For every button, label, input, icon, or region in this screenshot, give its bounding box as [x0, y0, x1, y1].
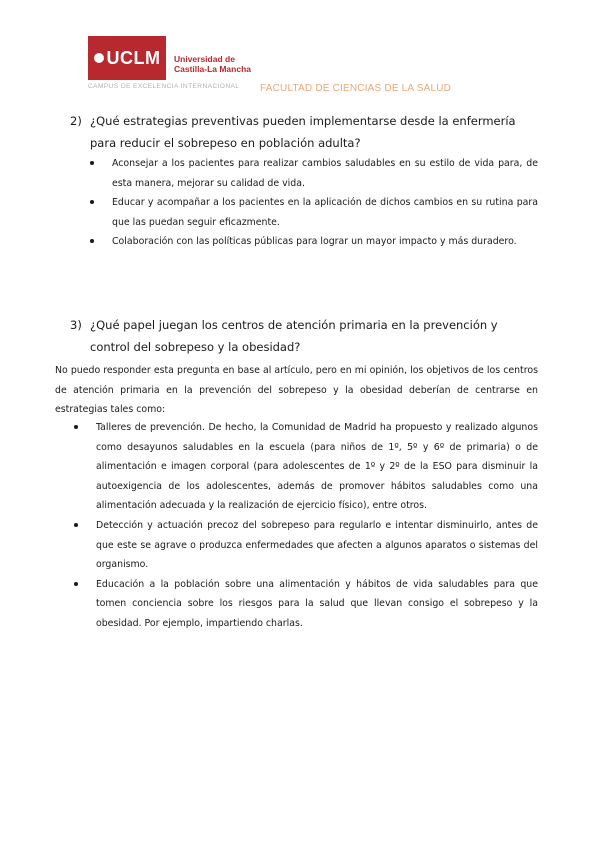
list-item: Colaboración con las políticas públicas para lograr un mayor impacto y más duradero. — [86, 232, 538, 252]
question-text: ¿Qué papel juegan los centros de atención primaria en la prevención y control del sobrepeso y la obesidad? — [90, 318, 498, 354]
list-item: Educar y acompañar a los pacientes en la aplicación de dichos cambios en su rutina para que las puedan seguir eficazmente. — [86, 193, 538, 232]
list-item: Talleres de prevención. De hecho, la Comunidad de Madrid ha propuesto y realizado algunos como desayunos saludables en la escuela (para niños de 1º, 5º y 6º de primaria) o de alimentación e imagen corporal (para adolescentes de 1º y 2º de la ESO para disminuir la autoexigencia de los adolescentes, además de promover hábitos saludables como una alimentación adecuada y la realización de ejercicio físico), entre otros. — [70, 418, 538, 516]
list-item: Educación a la población sobre una alimentación y hábitos de vida saludables para que tomen conciencia sobre los riesgos para la salud que llevan consigo el sobrepeso y la obesidad. Por ejemplo, impartiendo charlas. — [70, 575, 538, 634]
question-number: 2) — [70, 114, 82, 128]
campus-tagline: CAMPUS DE EXCELENCIA INTERNACIONAL — [88, 83, 240, 90]
list-item: Detección y actuación precoz del sobrepeso para regularlo e intentar disminuirlo, antes de que este se agrave o produzca enfermedades que afecten a algunos aparatos o sistemas del organismo. — [70, 516, 538, 575]
question-3-intro: No puedo responder esta pregunta en base al artículo, pero en mi opinión, los objetivos de los centros de atención primaria en la prevención del sobrepeso y la obesidad deberían de centrarse en estrategias tales como: — [55, 365, 538, 416]
uclm-emblem-icon — [94, 53, 104, 63]
question-text: ¿Qué estrategias preventivas pueden implementarse desde la enfermería para reducir el sobrepeso en población adulta? — [90, 114, 516, 150]
list-item: Aconsejar a los pacientes para realizar cambios saludables en su estilo de vida para, de esta manera, mejorar su calidad de vida. — [86, 154, 538, 193]
logo-text: UCLM — [106, 47, 161, 68]
uclm-logo — [88, 36, 166, 80]
page-header — [88, 36, 528, 96]
question-2-bullets — [86, 154, 538, 252]
university-name: Universidad de Castilla-La Mancha — [174, 54, 251, 74]
question-3-bullets — [70, 418, 538, 634]
faculty-name: FACULTAD DE CIENCIAS DE LA SALUD — [260, 83, 452, 94]
question-number: 3) — [70, 318, 82, 332]
